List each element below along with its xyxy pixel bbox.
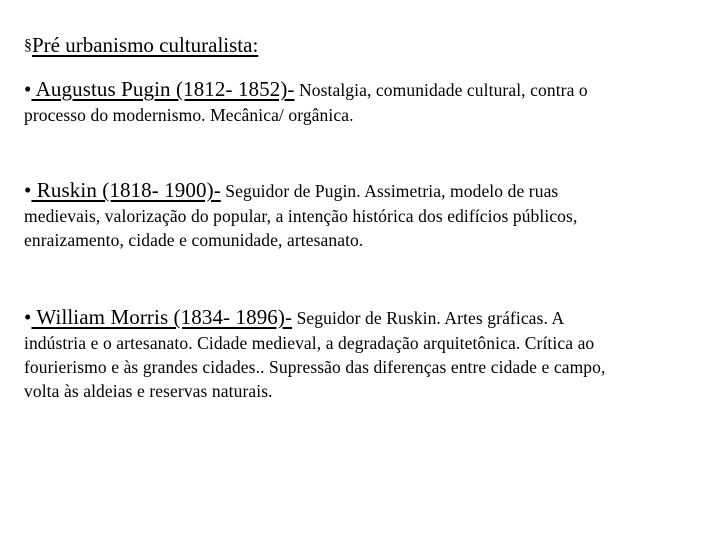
bullet-icon: •	[24, 77, 32, 101]
entry-description-start: Seguidor de Ruskin. Artes gráficas. A	[292, 308, 565, 328]
entry-description-start: Nostalgia, comunidade cultural, contra o	[294, 80, 588, 100]
bullet-icon: •	[24, 178, 32, 202]
entry-augustus-pugin	[24, 76, 688, 127]
entry-description-start: Seguidor de Pugin. Assimetria, modelo de ruas	[220, 181, 559, 201]
entry-name: Augustus Pugin (1812- 1852)-	[31, 77, 295, 101]
entry-description-line: processo do modernismo. Mecânica/ orgânica.	[24, 105, 354, 125]
bullet-icon: •	[24, 305, 32, 329]
entry-william-morris	[24, 304, 688, 403]
entry-name: Ruskin (1818- 1900)-	[31, 178, 221, 202]
entry-description-line: medievais, valorização do popular, a intenção histórica dos edifícios públicos,	[24, 206, 578, 226]
entry-description-line: volta às aldeias e reservas naturais.	[24, 381, 273, 401]
entry-ruskin	[24, 177, 688, 252]
section-heading-text: Pré urbanismo culturalista:	[32, 33, 259, 57]
entry-lead-line	[24, 304, 688, 331]
entry-lead-line	[24, 177, 688, 204]
entry-description-line: indústria e o artesanato. Cidade medieval, a degradação arquitetônica. Crítica ao	[24, 333, 595, 353]
entry-name: William Morris (1834- 1896)-	[31, 305, 293, 329]
entry-lead-line	[24, 76, 688, 103]
section-heading	[24, 32, 258, 59]
entry-description-line: fourierismo e às grandes cidades.. Supressão das diferenças entre cidade e campo,	[24, 357, 606, 377]
section-marker-icon: §	[24, 37, 32, 54]
entry-description-line: enraizamento, cidade e comunidade, artesanato.	[24, 230, 364, 250]
